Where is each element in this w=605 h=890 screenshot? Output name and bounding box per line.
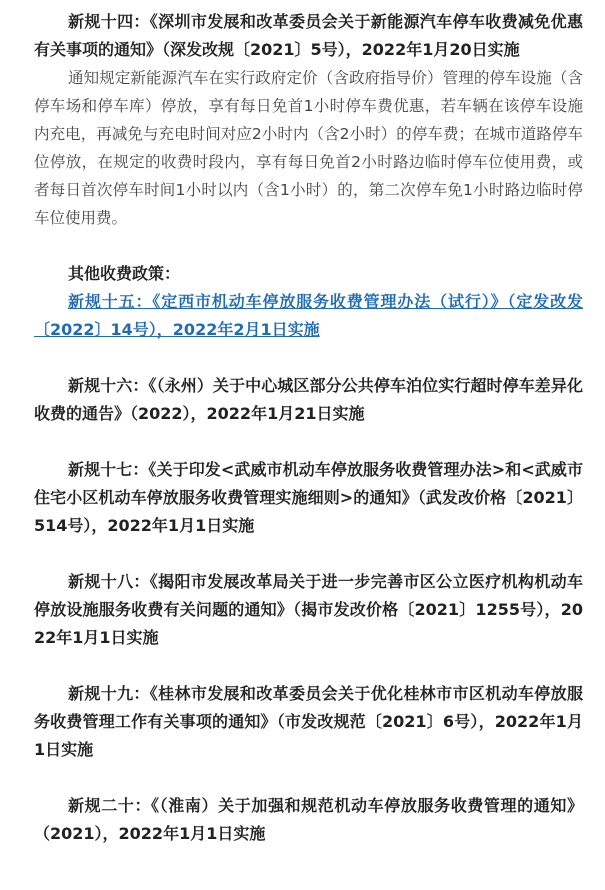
rule-19-title: 新规十九：《桂林市发展和改革委员会关于优化桂林市市区机动车停放服务收费管理工作有关事项的通知》（市发改规范〔2021〕6号），2022年1月1日实施: [34, 684, 583, 759]
spacer: [34, 764, 583, 792]
rule-15-paragraph: [34, 288, 583, 344]
rule-15-link[interactable]: 新规十五：《定西市机动车停放服务收费管理办法（试行）》（定发改发〔2022〕14号），2022年2月1日实施: [34, 292, 583, 339]
rule-20-title: 新规二十：《（淮南）关于加强和规范机动车停放服务收费管理的通知》（2021），2022年1月1日实施: [34, 796, 583, 843]
spacer: [34, 428, 583, 456]
rule-18-title: 新规十八：《揭阳市发展改革局关于进一步完善市区公立医疗机构机动车停放设施服务收费有关问题的通知》（揭市发改价格〔2021〕1255号），2022年1月1日实施: [34, 572, 583, 647]
other-policies-heading: 其他收费政策：: [68, 264, 181, 283]
rule-16-title: 新规十六：《（永州）关于中心城区部分公共停车泊位实行超时停车差异化收费的通告》（2022），2022年1月21日实施: [34, 376, 583, 423]
rule-17-title: 新规十七：《关于印发<武威市机动车停放服务收费管理办法>和<武威市住宅小区机动车停放服务收费管理实施细则>的通知》（武发改价格〔2021〕514号），2022年1月1日实施: [34, 460, 583, 535]
spacer: [34, 344, 583, 372]
rule-14-title: 新规十四：《深圳市发展和改革委员会关于新能源汽车停车收费减免优惠有关事项的通知》（深发改规〔2021〕5号），2022年1月20日实施: [34, 12, 583, 59]
spacer: [34, 652, 583, 680]
spacer: [34, 540, 583, 568]
spacer: [34, 232, 583, 260]
rule-14-body: 通知规定新能源汽车在实行政府定价（含政府指导价）管理的停车设施（含停车场和停车库）停放，享有每日免首1小时停车费优惠，若车辆在该停车设施内充电，再减免与充电时间对应2小时内（含2小时）的停车费；在城市道路停车位停放，在规定的收费时段内，享有每日免首2小时路边临时停车位使用费，或者每日首次停车时间1小时以内（含1小时）的，第二次停车免1小时路边临时停车位使用费。: [34, 69, 583, 227]
